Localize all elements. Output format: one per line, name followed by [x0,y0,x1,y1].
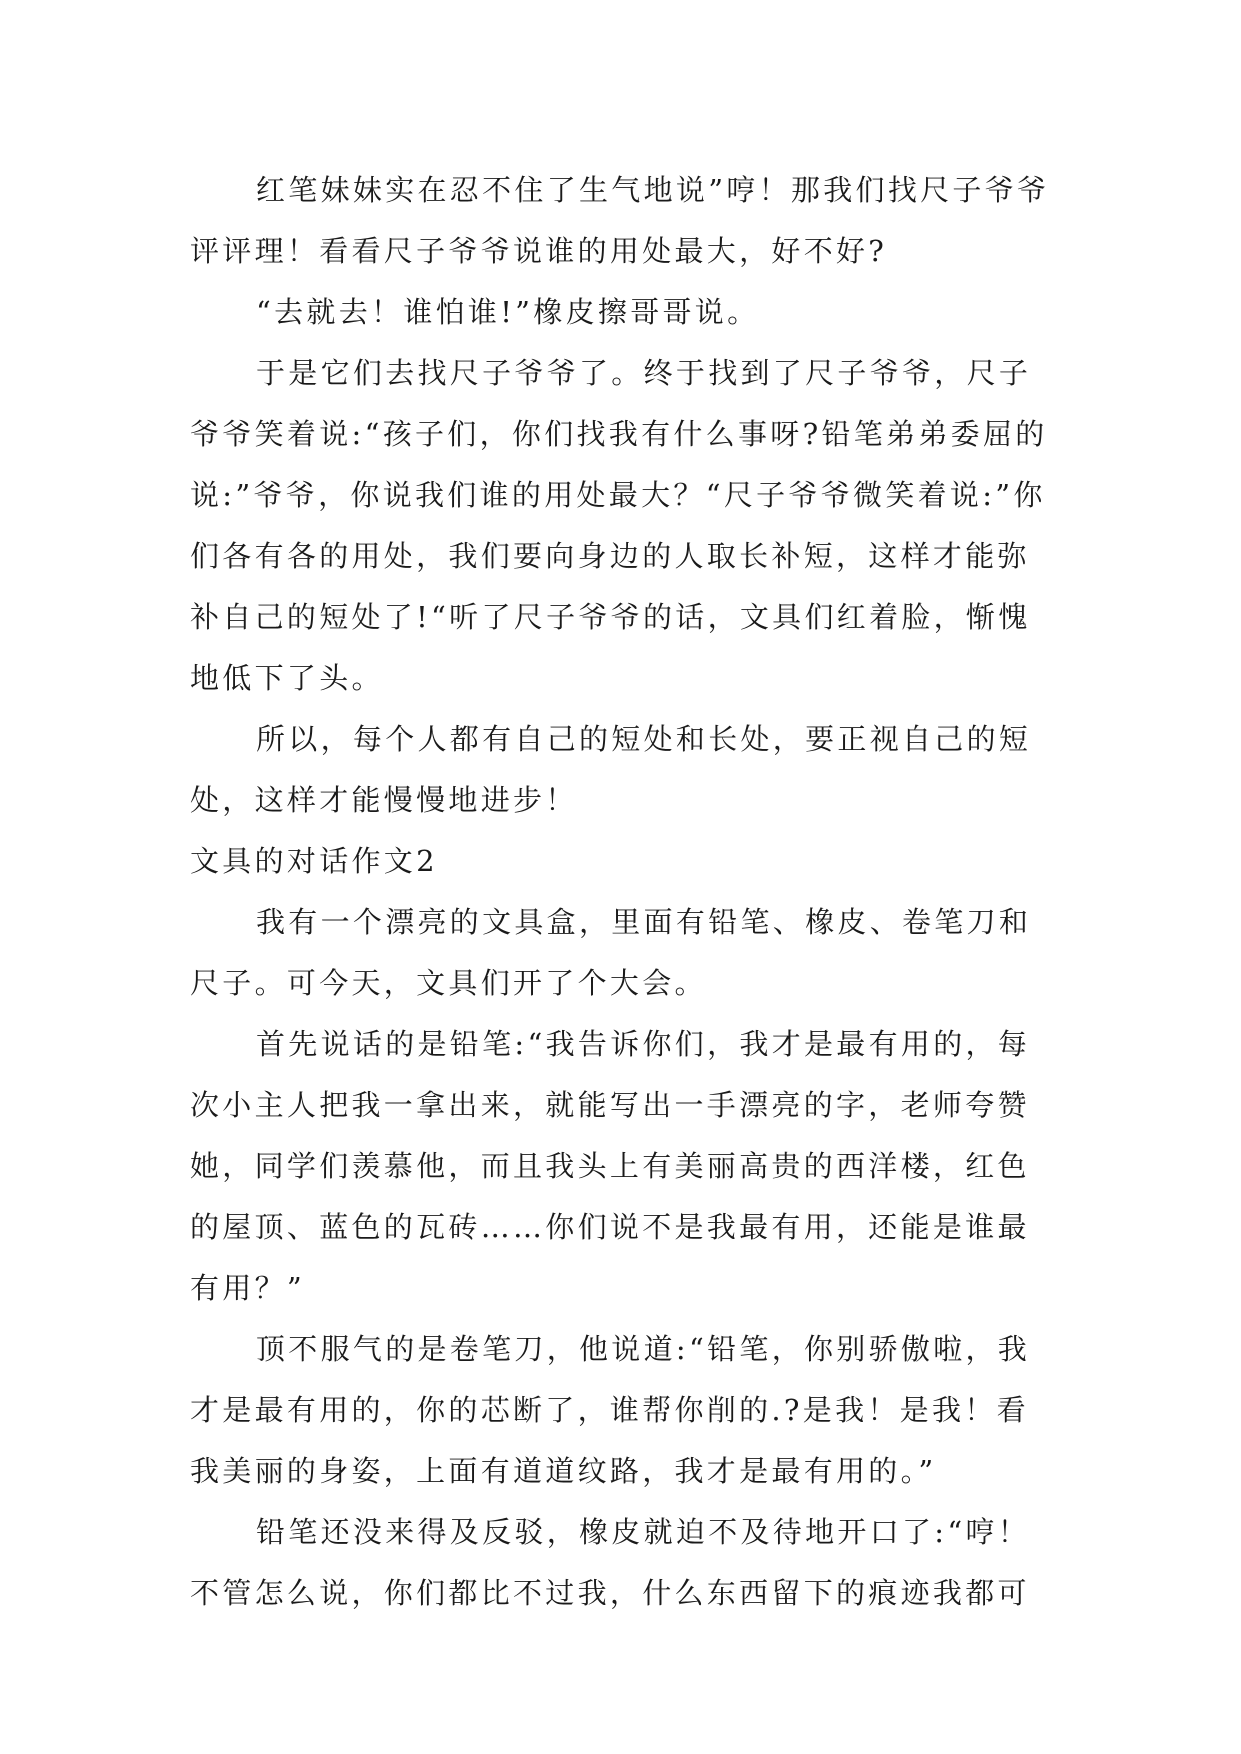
paragraph: 铅笔还没来得及反驳，橡皮就迫不及待地开口了:“哼！不管怎么说，你们都比不过我，什么东西留下的痕迹我都可 [190,1515,1031,1610]
paragraph: 我有一个漂亮的文具盒，里面有铅笔、橡皮、卷笔刀和尺子。可今天，文具们开了个大会。 [190,905,1032,1000]
paragraph: 所以，每个人都有自己的短处和长处，要正视自己的短处，这样才能慢慢地进步！ [190,722,1032,817]
paragraph: “去就去！谁怕谁!”橡皮擦哥哥说。 [256,295,760,329]
paragraph: 首先说话的是铅笔:“我告诉你们，我才是最有用的，每次小主人把我一拿出来，就能写出一手漂亮的字，老师夸赞她，同学们羡慕他，而且我头上有美丽高贵的西洋楼，红色的屋顶、蓝色的瓦砖……你们说不是我最有用，还能是谁最有用？” [190,1027,1031,1305]
document-body [190,160,1050,1624]
paragraph: 于是它们去找尺子爷爷了。终于找到了尺子爷爷，尺子爷爷笑着说:“孩子们，你们找我有什么事呀?铅笔弟弟委屈的说:”爷爷，你说我们谁的用处最大？“尺子爷爷微笑着说:”你们各有各的用处，我们要向身边的人取长补短，这样才能弥补自己的短处了!“听了尺子爷爷的话，文具们红着脸，惭愧地低下了头。 [190,356,1048,695]
section-heading: 文具的对话作文2 [190,844,438,878]
paragraph: 顶不服气的是卷笔刀，他说道:“铅笔，你别骄傲啦，我才是最有用的，你的芯断了，谁帮你削的.?是我！是我！看我美丽的身姿，上面有道道纹路，我才是最有用的。” [190,1332,1031,1488]
paragraph: 红笔妹妹实在忍不住了生气地说”哼！那我们找尺子爷爷评评理！看看尺子爷爷说谁的用处最大，好不好? [190,173,1050,268]
